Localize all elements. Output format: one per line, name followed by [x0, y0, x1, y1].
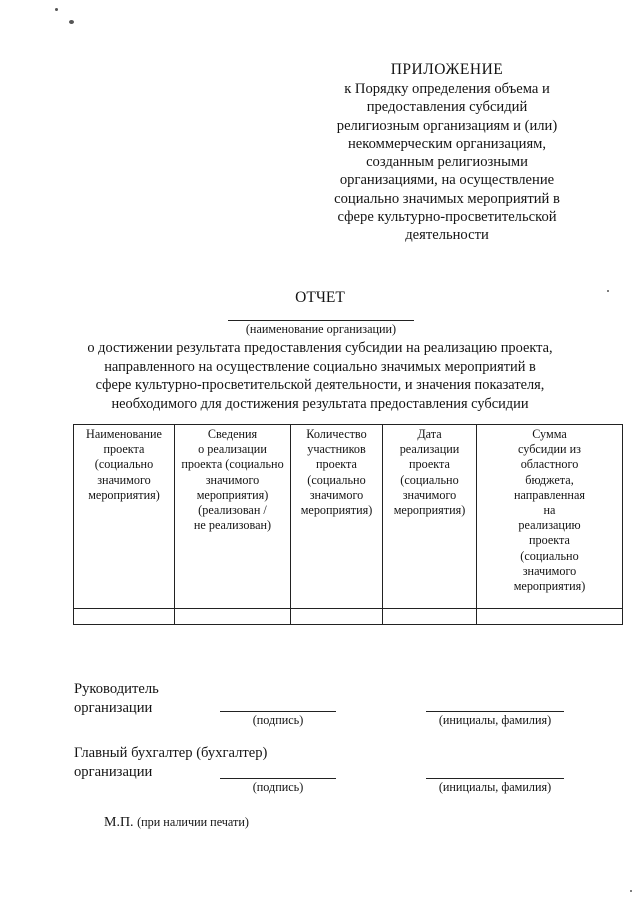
header-line: о реализации — [198, 442, 267, 457]
table-cell[interactable] — [383, 609, 477, 625]
report-subtitle — [60, 339, 580, 413]
stamp-label: М.П. — [104, 815, 134, 830]
header-line: проекта — [316, 457, 357, 472]
organization-name-line — [228, 320, 414, 321]
header-line: мероприятия) — [393, 503, 466, 518]
header-line: бюджета, — [525, 472, 574, 487]
header-line: проекта (социально — [181, 457, 284, 472]
header-line: (социально — [94, 457, 154, 472]
header-line: реализацию — [518, 518, 581, 533]
header-line: Сумма — [532, 427, 567, 441]
head-label-line: Руководитель — [74, 681, 159, 697]
header-line: значимого — [522, 563, 577, 578]
appendix-line: деятельности — [405, 227, 489, 244]
header-implementation-date — [383, 425, 477, 609]
accountant-label-line: Главный бухгалтер (бухгалтер) — [74, 745, 268, 761]
appendix-line: созданным религиозными — [366, 154, 528, 171]
header-line: реализации — [399, 442, 460, 457]
head-label — [74, 680, 159, 718]
header-line: субсидии из — [518, 442, 581, 457]
header-line: проекта — [103, 442, 145, 457]
scan-speck — [630, 890, 632, 892]
header-line: значимого — [309, 487, 364, 502]
header-line: значимого — [97, 472, 151, 487]
header-line: мероприятия) — [196, 487, 269, 502]
accountant-label — [74, 744, 267, 782]
header-line: на — [543, 503, 556, 518]
table-row — [74, 609, 623, 625]
header-line: Количество — [306, 427, 367, 441]
accountant-signature-line[interactable] — [220, 778, 336, 779]
header-project-name — [74, 425, 175, 609]
accountant-label-line: организации — [74, 764, 153, 780]
header-line: Сведения — [207, 427, 258, 441]
accountant-initials-line[interactable] — [426, 778, 564, 779]
header-line: (социально — [307, 472, 366, 487]
header-line: проекта — [529, 533, 570, 548]
stamp-note — [104, 815, 249, 831]
head-initials-line[interactable] — [426, 711, 564, 712]
scan-speck — [69, 20, 74, 24]
accountant-signature-caption: (подпись) — [252, 780, 304, 794]
organization-name-caption: (наименование организации) — [245, 322, 397, 336]
results-table — [73, 424, 623, 625]
header-line: (социально — [400, 472, 459, 487]
header-line: мероприятия) — [300, 503, 373, 518]
stamp-note-text: (при наличии печати) — [137, 815, 249, 829]
appendix-line: организациями, на осуществление — [339, 172, 555, 189]
head-signature-line[interactable] — [220, 711, 336, 712]
header-line: проекта — [409, 457, 450, 472]
header-line: мероприятия) — [513, 579, 586, 594]
header-subsidy-amount — [477, 425, 623, 609]
scan-speck — [55, 8, 58, 11]
header-line: (социально — [520, 548, 579, 563]
table-cell[interactable] — [477, 609, 623, 625]
head-label-line: организации — [74, 700, 153, 716]
report-title: ОТЧЕТ — [295, 289, 345, 306]
header-line: участников — [307, 442, 366, 457]
header-line: не реализован) — [193, 518, 272, 533]
subtitle-line: направленного на осуществление социально значимых мероприятий в — [104, 358, 536, 375]
table-cell[interactable] — [74, 609, 175, 625]
appendix-line: религиозным организациям и (или) — [336, 117, 558, 134]
subtitle-line: сфере культурно-просветительской деятельности, и значения показателя, — [95, 377, 545, 394]
appendix-line: к Порядку определения объема и — [344, 81, 550, 97]
subtitle-line: о достижении результата предоставления субсидии на реализацию проекта, — [87, 340, 553, 356]
appendix-title: ПРИЛОЖЕНИЕ — [390, 61, 504, 78]
header-line: направленная — [514, 487, 585, 502]
table-header-row — [74, 425, 623, 609]
appendix-line: предоставления субсидий — [366, 99, 528, 116]
header-participants-count — [291, 425, 383, 609]
table-cell[interactable] — [291, 609, 383, 625]
accountant-initials-caption: (инициалы, фамилия) — [438, 780, 552, 794]
header-implementation-info — [175, 425, 291, 609]
appendix-line: сфере культурно-просветительской — [337, 209, 557, 226]
appendix-block — [318, 60, 576, 245]
header-line: Наименование — [86, 427, 162, 441]
header-line: областного — [520, 457, 579, 472]
subtitle-line: необходимого для достижения результата предоставления субсидии — [111, 395, 529, 412]
appendix-line: некоммерческим организациям, — [347, 135, 547, 152]
table-cell[interactable] — [175, 609, 291, 625]
header-line: Дата — [417, 427, 442, 441]
header-line: мероприятия) — [88, 487, 160, 502]
header-line: значимого — [402, 487, 457, 502]
head-initials-caption: (инициалы, фамилия) — [438, 713, 552, 727]
appendix-line: социально значимых мероприятий в — [334, 190, 560, 207]
header-line: (реализован / — [198, 503, 267, 518]
head-signature-caption: (подпись) — [252, 713, 304, 727]
header-line: значимого — [205, 472, 260, 487]
